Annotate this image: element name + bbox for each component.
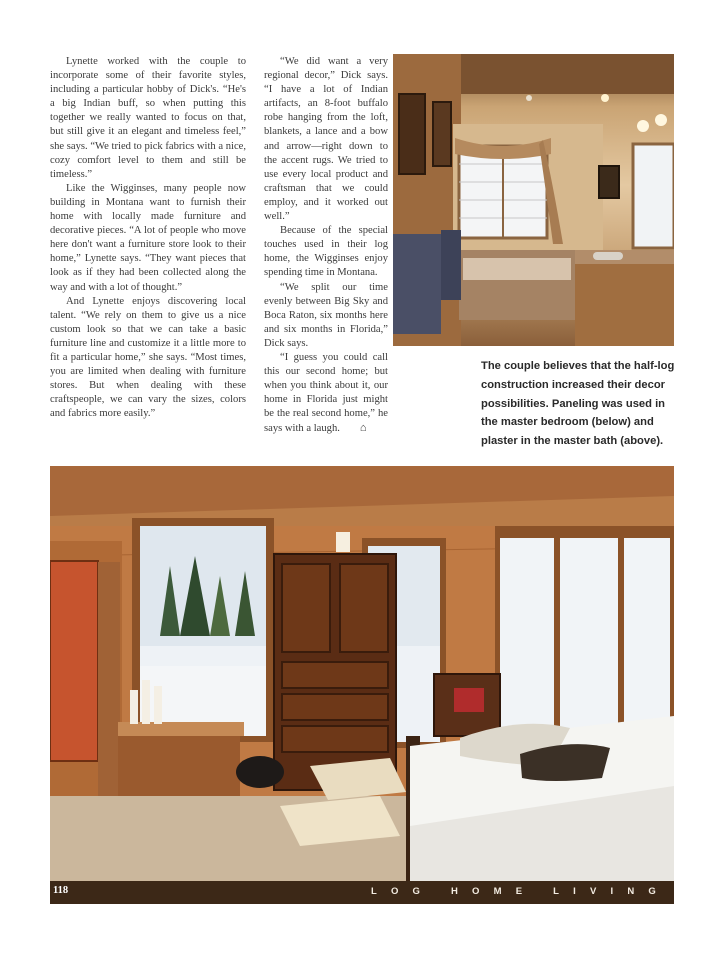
running-title: LOG HOME LIVING	[370, 886, 670, 897]
paragraph: Like the Wigginses, many people now building in Montana want to furnish their home with locally made furniture and decorative pieces. “A lot of people who move here don't want a furniture store look to their home,” Lynette says. “They want pieces that look as if they had been collected along the way and with a lot of thought.”	[50, 182, 246, 293]
paragraph: And Lynette enjoys discovering local talent. “We rely on them to give us a nice custom look so that we can take a basic furniture line and customize it a little more to fit a particular home,” she says. “Most times, you are limited when dealing with furniture stores. But when dealing with these craftspeople, we can vary the sizes, colors and fabrics more easily.”	[50, 295, 246, 420]
page-footer	[50, 881, 674, 904]
page-number: 118	[53, 885, 69, 896]
paragraph	[264, 351, 388, 437]
master-bedroom-photo	[50, 466, 674, 904]
master-bedroom-illustration	[50, 466, 674, 904]
paragraph: “We split our time evenly between Big Sky and Boca Raton, six months here and six months in Florida,” Dick says.	[264, 281, 388, 349]
article-column-2	[264, 55, 388, 437]
master-bath-photo	[393, 54, 674, 346]
paragraph: Lynette worked with the couple to incorporate some of their favorite styles, including a particular hobby of Dick's. “He's a big Indian buff, so when putting this together we really wanted to focus on that, but still give it an elegant and timeless feel,” she says. “We tried to pick fabrics with a nice, cozy comfort level to them and still be timeless.”	[50, 56, 246, 180]
master-bath-illustration	[393, 54, 674, 346]
photo-caption: The couple believes that the half-log construction increased their decor possibilities. Paneling was used in the master bedroom (below) and plaster in the master bath (above).	[481, 360, 675, 448]
end-mark-house-icon: ⌂	[359, 422, 367, 435]
paragraph-text: “I guess you could call this our second home; but when you think about it, our home in Florida just might be the real second home,” he says with a laugh.	[264, 351, 388, 435]
paragraph: “We did want a very regional decor,” Dick says. “I have a lot of Indian artifacts, an 8-foot buffalo robe hanging from the loft, blankets, a lance and a bow and arrow—right down to the accent rugs. We tried to use every local product and craftsman that we could employ, and it worked out well.”	[264, 56, 388, 223]
article-column-1	[50, 55, 246, 421]
paragraph: Because of the special touches used in their log home, the Wigginses enjoy spending time in Montana.	[264, 225, 388, 279]
